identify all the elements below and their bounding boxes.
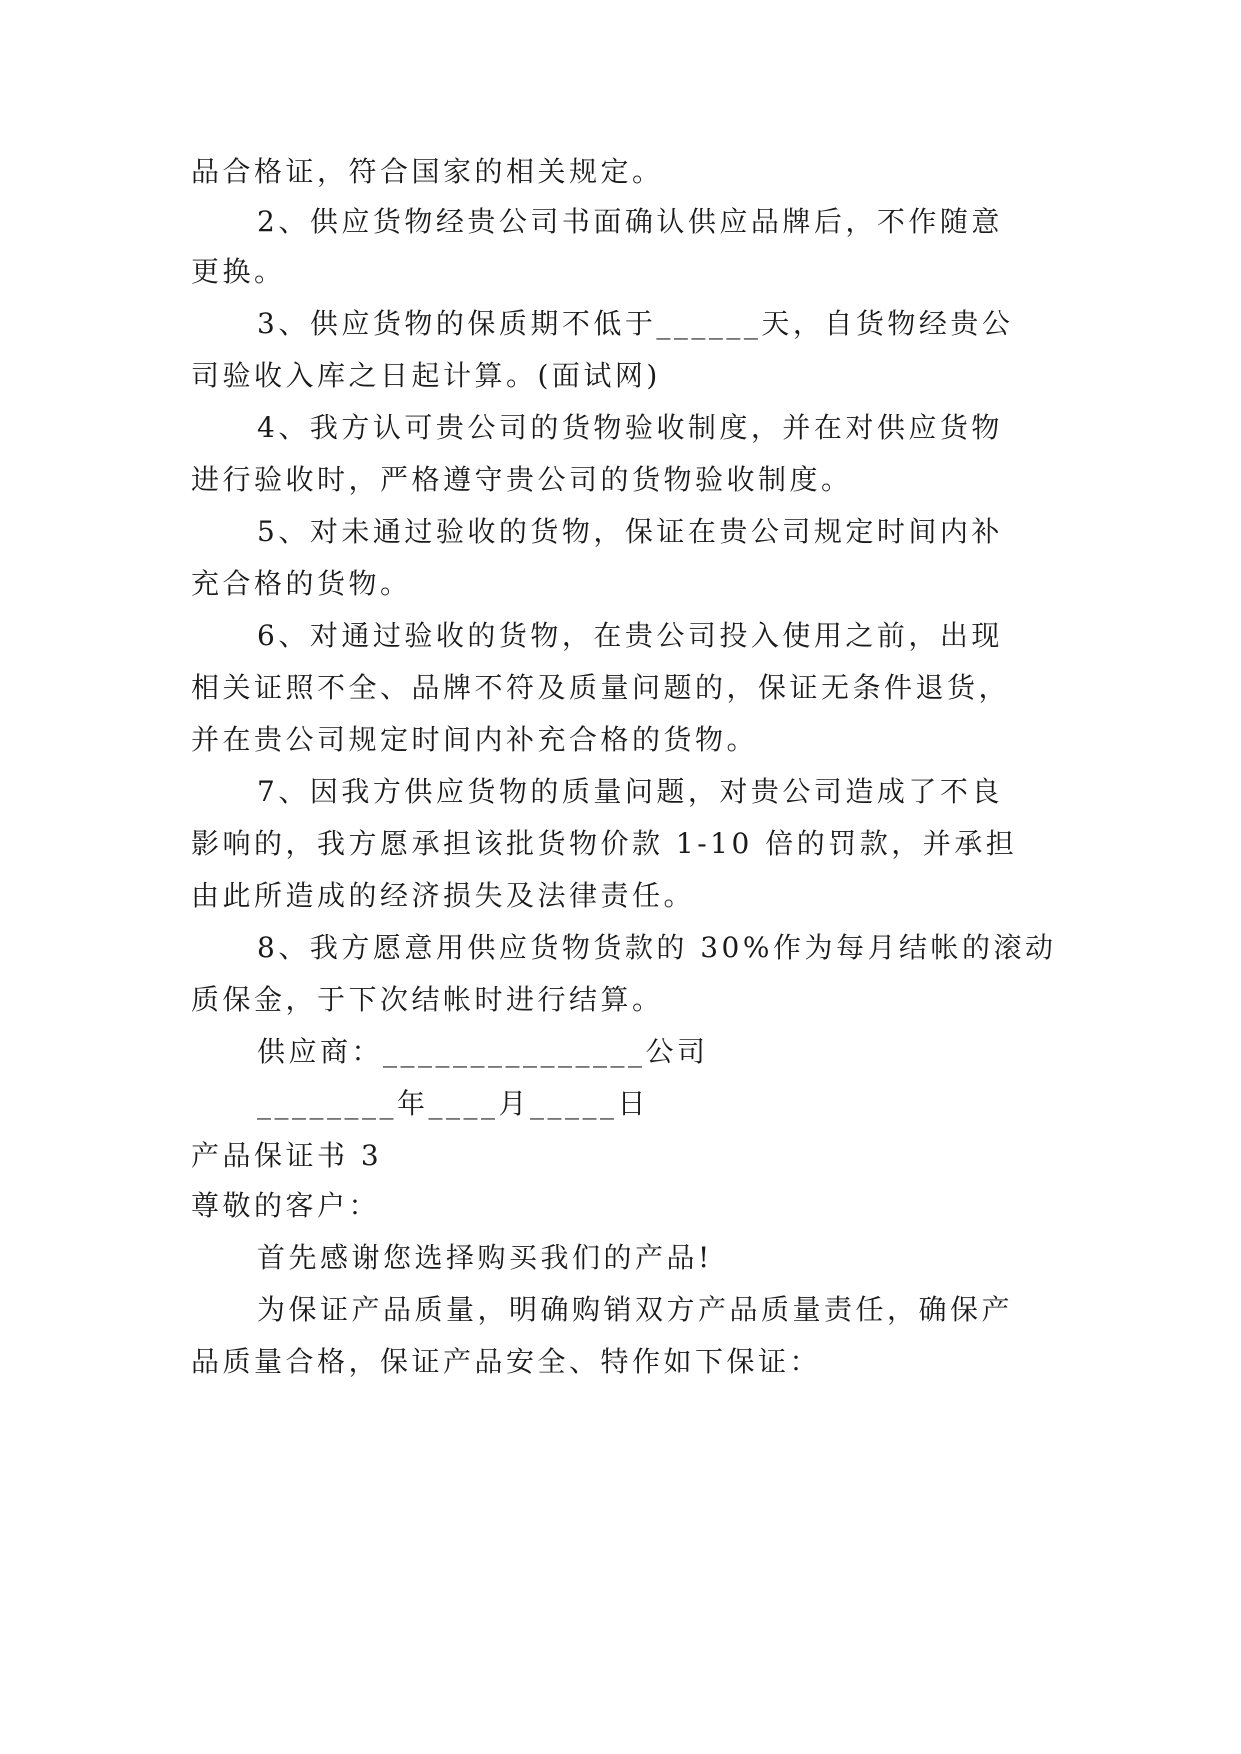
supplier-signature-line: 供应商：_______________公司 <box>257 1035 709 1068</box>
clause-3-line-1: 3、供应货物的保质期不低于______天，自货物经贵公 <box>257 307 1014 340</box>
intro-purpose-line-1: 为保证产品质量，明确购销双方产品质量责任，确保产 <box>257 1293 1014 1326</box>
section-title: 产品保证书 3 <box>191 1139 383 1172</box>
clause-7-line-2: 影响的，我方愿承担该批货物价款 1-10 倍的罚款，并承担 <box>191 827 1018 860</box>
intro-purpose-line-2: 品质量合格，保证产品安全、特作如下保证： <box>191 1345 822 1378</box>
clause-6-line-2: 相关证照不全、品牌不符及质量问题的，保证无条件退货， <box>191 671 1011 704</box>
intro-thanks: 首先感谢您选择购买我们的产品! <box>257 1241 713 1274</box>
clause-4-line-2: 进行验收时，严格遵守贵公司的货物验收制度。 <box>191 463 853 496</box>
date-line: ________年____月_____日 <box>257 1087 650 1120</box>
clause-8-line-2: 质保金，于下次结帐时进行结算。 <box>191 983 664 1016</box>
clause-7-line-1: 7、因我方供应货物的质量问题，对贵公司造成了不良 <box>257 775 1003 808</box>
clause-5-line-1: 5、对未通过验收的货物，保证在贵公司规定时间内补 <box>257 515 1003 548</box>
clause-3-line-2: 司验收入库之日起计算。(面试网) <box>191 359 661 392</box>
clause-2-line-1: 2、供应货物经贵公司书面确认供应品牌后，不作随意 <box>257 205 1003 238</box>
clause-7-line-3: 由此所造成的经济损失及法律责任。 <box>191 879 696 912</box>
clause-6-line-3: 并在贵公司规定时间内补充合格的货物。 <box>191 723 759 756</box>
clause-6-line-1: 6、对通过验收的货物，在贵公司投入使用之前，出现 <box>257 619 1003 652</box>
clause-5-line-2: 充合格的货物。 <box>191 567 412 600</box>
clause-2-line-2: 更换。 <box>191 255 286 288</box>
salutation: 尊敬的客户： <box>191 1189 381 1222</box>
clause-8-line-1: 8、我方愿意用供应货物货款的 30%作为每月结帐的滚动 <box>257 931 1057 964</box>
clause-4-line-1: 4、我方认可贵公司的货物验收制度，并在对供应货物 <box>257 411 1003 444</box>
clause-1-tail: 品合格证，符合国家的相关规定。 <box>191 155 664 188</box>
